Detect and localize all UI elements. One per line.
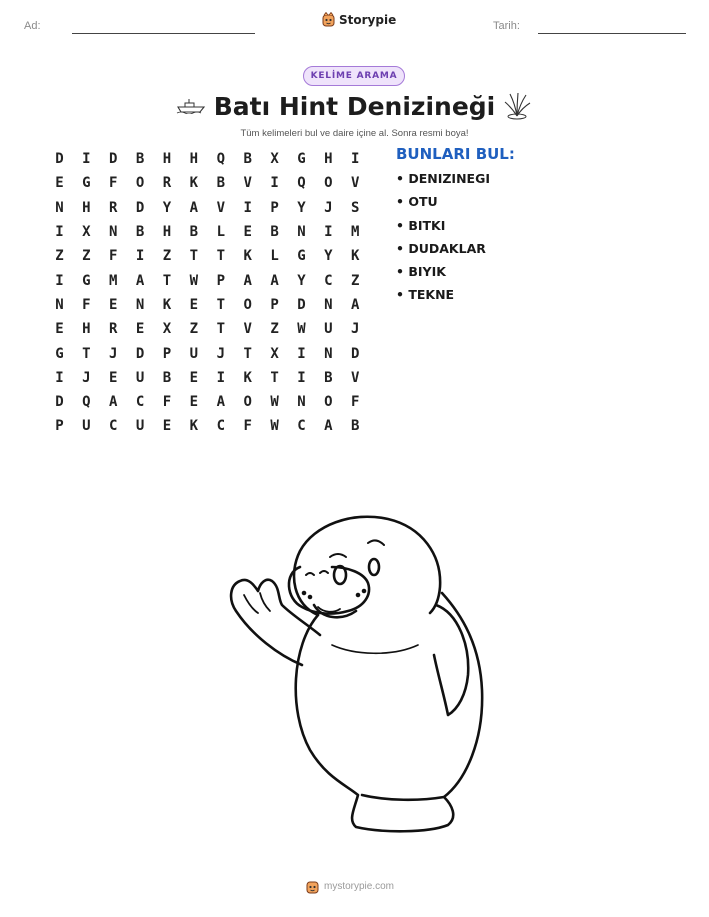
grid-cell[interactable]: W <box>270 418 279 435</box>
grid-cell[interactable]: E <box>55 175 64 192</box>
grid-cell[interactable]: Y <box>297 199 306 216</box>
grid-cell[interactable]: H <box>189 151 199 168</box>
word-list-title: BUNLARI BUL: <box>396 145 515 163</box>
name-line <box>72 33 255 34</box>
grid-cell[interactable]: T <box>216 248 225 265</box>
grid-cell[interactable]: K <box>162 296 172 313</box>
grid-cell[interactable]: V <box>243 175 252 192</box>
grid-cell[interactable]: N <box>297 224 306 241</box>
footer-url: mystorypie.com <box>324 881 395 892</box>
grid-cell[interactable]: B <box>135 151 145 168</box>
storypie-icon <box>322 12 335 27</box>
grid-cell[interactable]: E <box>189 296 199 313</box>
grid-cell[interactable]: I <box>55 224 64 241</box>
name-label: Ad: <box>24 20 41 32</box>
grid-cell[interactable]: I <box>324 224 333 241</box>
grid-cell[interactable]: F <box>351 394 360 411</box>
grid-cell[interactable]: O <box>324 175 333 192</box>
grid-cell[interactable]: M <box>109 272 118 289</box>
grid-cell[interactable]: Q <box>216 151 225 168</box>
grid-cell[interactable]: Z <box>55 248 64 265</box>
word-item: • DUDAKLAR <box>396 240 486 256</box>
grid-cell[interactable]: A <box>324 418 333 435</box>
grid-cell[interactable]: A <box>189 199 199 216</box>
grid-cell[interactable]: I <box>82 151 91 168</box>
grid-cell[interactable]: J <box>109 345 118 362</box>
grid-cell[interactable]: K <box>189 175 199 192</box>
grid-cell[interactable]: T <box>189 248 199 265</box>
grid-cell[interactable]: B <box>270 224 279 241</box>
grid-cell[interactable]: Y <box>162 199 172 216</box>
grid-cell[interactable]: F <box>109 248 118 265</box>
grid-cell[interactable]: X <box>162 321 172 338</box>
grid-cell[interactable]: Z <box>351 272 360 289</box>
date-line <box>538 33 686 34</box>
grid-cell[interactable]: E <box>109 369 118 386</box>
grid-cell[interactable]: I <box>135 248 145 265</box>
grid-cell[interactable]: K <box>243 248 252 265</box>
grid-cell[interactable]: Z <box>189 321 199 338</box>
grid-cell[interactable]: U <box>135 369 145 386</box>
grid-cell[interactable]: C <box>216 418 225 435</box>
grid-cell[interactable]: G <box>55 345 64 362</box>
grid-cell[interactable]: N <box>297 394 306 411</box>
grid-cell[interactable]: Y <box>324 248 333 265</box>
grid-cell[interactable]: D <box>55 394 64 411</box>
instructions: Tüm kelimeleri bul ve daire içine al. Sonra resmi boya! <box>240 128 469 139</box>
grid-cell[interactable]: D <box>135 199 145 216</box>
grid-cell[interactable]: C <box>135 394 145 411</box>
grid-cell[interactable]: Q <box>297 175 306 192</box>
grid-cell[interactable]: X <box>270 151 279 168</box>
grid-cell[interactable]: D <box>135 345 145 362</box>
grid-cell[interactable]: H <box>324 151 333 168</box>
grid-cell[interactable]: E <box>109 296 118 313</box>
grid-cell[interactable]: T <box>270 369 279 386</box>
word-item: • BITKI <box>396 217 446 233</box>
storypie-footer-icon <box>306 879 319 894</box>
grid-cell[interactable]: E <box>189 394 199 411</box>
letter-grid <box>46 147 369 439</box>
seagrass-icon <box>502 92 532 120</box>
grid-cell[interactable]: N <box>324 345 333 362</box>
grid-cell[interactable]: O <box>243 296 252 313</box>
grid-cell[interactable]: O <box>135 175 145 192</box>
grid-cell[interactable]: J <box>351 321 360 338</box>
grid-cell[interactable]: P <box>162 345 172 362</box>
grid-cell[interactable]: Z <box>162 248 172 265</box>
grid-cell[interactable]: D <box>55 151 64 168</box>
word-item: • OTU <box>396 194 438 210</box>
grid-cell[interactable]: B <box>135 224 145 241</box>
grid-cell[interactable]: E <box>243 224 252 241</box>
grid-cell[interactable]: X <box>82 224 91 241</box>
grid-cell[interactable]: C <box>297 418 306 435</box>
grid-cell[interactable]: A <box>351 296 360 313</box>
grid-cell[interactable]: M <box>351 224 360 241</box>
grid-cell[interactable]: T <box>216 296 225 313</box>
grid-cell[interactable]: Z <box>270 321 279 338</box>
grid-cell[interactable]: A <box>109 394 118 411</box>
grid-cell[interactable]: F <box>162 394 172 411</box>
grid-cell[interactable]: A <box>135 272 145 289</box>
grid-cell[interactable]: E <box>55 321 64 338</box>
grid-cell[interactable]: W <box>297 321 306 338</box>
grid-cell[interactable]: P <box>270 296 279 313</box>
grid-cell[interactable]: P <box>216 272 225 289</box>
word-list <box>396 171 490 311</box>
grid-cell[interactable]: B <box>216 175 225 192</box>
grid-cell[interactable]: H <box>162 151 172 168</box>
grid-cell[interactable]: K <box>189 418 199 435</box>
grid-cell[interactable]: B <box>324 369 333 386</box>
grid-cell[interactable]: U <box>324 321 333 338</box>
grid-cell[interactable]: T <box>243 345 252 362</box>
grid-cell[interactable]: J <box>82 369 91 386</box>
page-title: Batı Hint Denizineği <box>213 92 496 121</box>
grid-cell[interactable]: T <box>162 272 172 289</box>
grid-cell[interactable]: W <box>270 394 279 411</box>
grid-cell[interactable]: A <box>216 394 225 411</box>
grid-cell[interactable]: E <box>189 369 199 386</box>
word-item: • BIYIK <box>396 264 446 280</box>
brand-name: Storypie <box>339 12 397 27</box>
grid-cell[interactable]: I <box>270 175 279 192</box>
grid-cell[interactable]: L <box>270 248 279 265</box>
word-search-badge: KELİME ARAMA <box>303 66 405 86</box>
grid-cell[interactable]: R <box>109 199 118 216</box>
grid-cell[interactable]: L <box>216 224 225 241</box>
grid-cell[interactable]: V <box>351 175 360 192</box>
grid-cell[interactable]: E <box>162 418 172 435</box>
grid-cell[interactable]: F <box>243 418 252 435</box>
grid-cell[interactable]: I <box>351 151 360 168</box>
grid-cell[interactable]: O <box>324 394 333 411</box>
grid-cell[interactable]: X <box>270 345 279 362</box>
grid-cell[interactable]: V <box>216 199 225 216</box>
grid-cell[interactable]: N <box>324 296 333 313</box>
grid-cell[interactable]: B <box>351 418 360 435</box>
grid-cell[interactable]: C <box>109 418 118 435</box>
grid-cell[interactable]: U <box>189 345 199 362</box>
grid-cell[interactable]: Z <box>82 248 91 265</box>
grid-cell[interactable]: P <box>270 199 279 216</box>
grid-cell[interactable]: I <box>216 369 225 386</box>
grid-cell[interactable]: I <box>297 369 306 386</box>
footer <box>306 879 394 894</box>
grid-cell[interactable]: H <box>162 224 172 241</box>
grid-cell[interactable]: A <box>243 272 252 289</box>
grid-cell[interactable]: T <box>82 345 91 362</box>
grid-cell[interactable]: B <box>162 369 172 386</box>
grid-cell[interactable]: I <box>55 369 64 386</box>
grid-cell[interactable]: T <box>216 321 225 338</box>
grid-cell[interactable]: V <box>243 321 252 338</box>
grid-cell[interactable]: O <box>243 394 252 411</box>
brand-logo <box>322 12 396 27</box>
word-item: • TEKNE <box>396 287 455 303</box>
grid-cell[interactable]: G <box>297 151 306 168</box>
grid-cell[interactable]: F <box>82 296 91 313</box>
grid-cell[interactable]: I <box>243 199 252 216</box>
grid-cell[interactable]: U <box>82 418 91 435</box>
grid-cell[interactable]: I <box>55 272 64 289</box>
date-label: Tarih: <box>493 20 520 32</box>
grid-cell[interactable]: N <box>55 296 64 313</box>
grid-cell[interactable]: K <box>243 369 252 386</box>
grid-cell[interactable]: G <box>297 248 306 265</box>
word-item: • DENIZINEGI <box>396 171 490 186</box>
grid-cell[interactable]: Y <box>297 272 306 289</box>
grid-cell[interactable]: D <box>109 151 118 168</box>
grid-cell[interactable]: P <box>55 418 64 435</box>
grid-cell[interactable]: N <box>109 224 118 241</box>
grid-cell[interactable]: Q <box>82 394 91 411</box>
manatee-illustration <box>222 495 492 845</box>
grid-cell[interactable]: F <box>109 175 118 192</box>
grid-cell[interactable]: S <box>351 199 360 216</box>
grid-cell[interactable]: A <box>270 272 279 289</box>
grid-cell[interactable]: K <box>351 248 360 265</box>
grid-cell[interactable]: G <box>82 175 91 192</box>
grid-cell[interactable]: D <box>351 345 360 362</box>
grid-cell[interactable]: E <box>135 321 145 338</box>
grid-cell[interactable]: J <box>324 199 333 216</box>
grid-cell[interactable]: G <box>82 272 91 289</box>
grid-cell[interactable]: D <box>297 296 306 313</box>
grid-cell[interactable]: I <box>297 345 306 362</box>
grid-cell[interactable]: V <box>351 369 360 386</box>
grid-cell[interactable]: U <box>135 418 145 435</box>
grid-cell[interactable]: N <box>135 296 145 313</box>
grid-cell[interactable]: R <box>109 321 118 338</box>
grid-cell[interactable]: H <box>82 321 91 338</box>
grid-cell[interactable]: N <box>55 199 64 216</box>
grid-cell[interactable]: W <box>189 272 199 289</box>
grid-cell[interactable]: J <box>216 345 225 362</box>
grid-cell[interactable]: H <box>82 199 91 216</box>
grid-cell[interactable]: B <box>243 151 252 168</box>
grid-cell[interactable]: B <box>189 224 199 241</box>
grid-cell[interactable]: C <box>324 272 333 289</box>
grid-cell[interactable]: R <box>162 175 172 192</box>
